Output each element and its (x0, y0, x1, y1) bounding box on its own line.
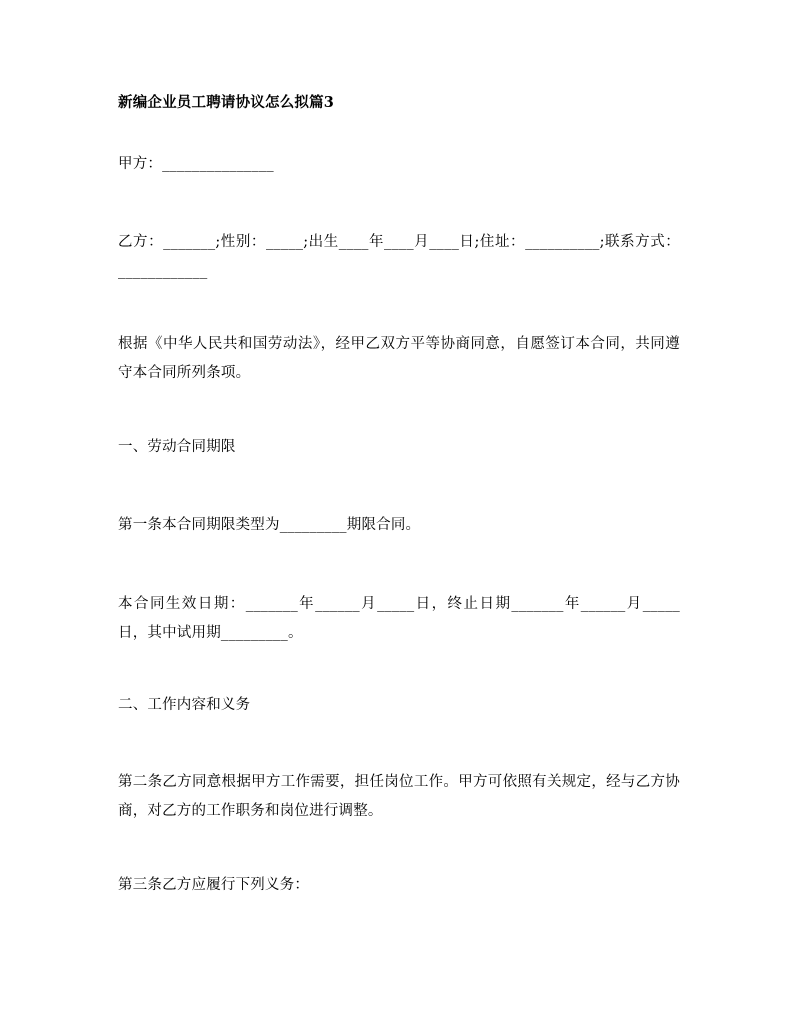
article-1: 第一条本合同期限类型为_________期限合同。 (118, 517, 421, 533)
effective-date-paragraph: 本合同生效日期：_______年______月_____日，终止日期_______年______月_____日，其中试用期_________。 (118, 596, 680, 641)
section-2-heading: 二、工作内容和义务 (118, 697, 251, 713)
document-title: 新编企业员工聘请协议怎么拟篇3 (118, 94, 335, 111)
section-1-heading: 一、劳动合同期限 (118, 439, 236, 455)
party-a-line: 甲方：_______________ (118, 156, 274, 172)
party-b-info: 乙方：_______;性别：_____;出生____年____月____日;住址：__________;联系方式：____________ (118, 234, 680, 279)
article-2: 第二条乙方同意根据甲方工作需要，担任岗位工作。甲方可依照有关规定，经与乙方协商，对乙方的工作职务和岗位进行调整。 (118, 774, 680, 819)
preamble-paragraph: 根据《中华人民共和国劳动法》，经甲乙双方平等协商同意，自愿签订本合同，共同遵守本合同所列条项。 (118, 336, 680, 381)
article-3: 第三条乙方应履行下列义务： (118, 877, 310, 893)
